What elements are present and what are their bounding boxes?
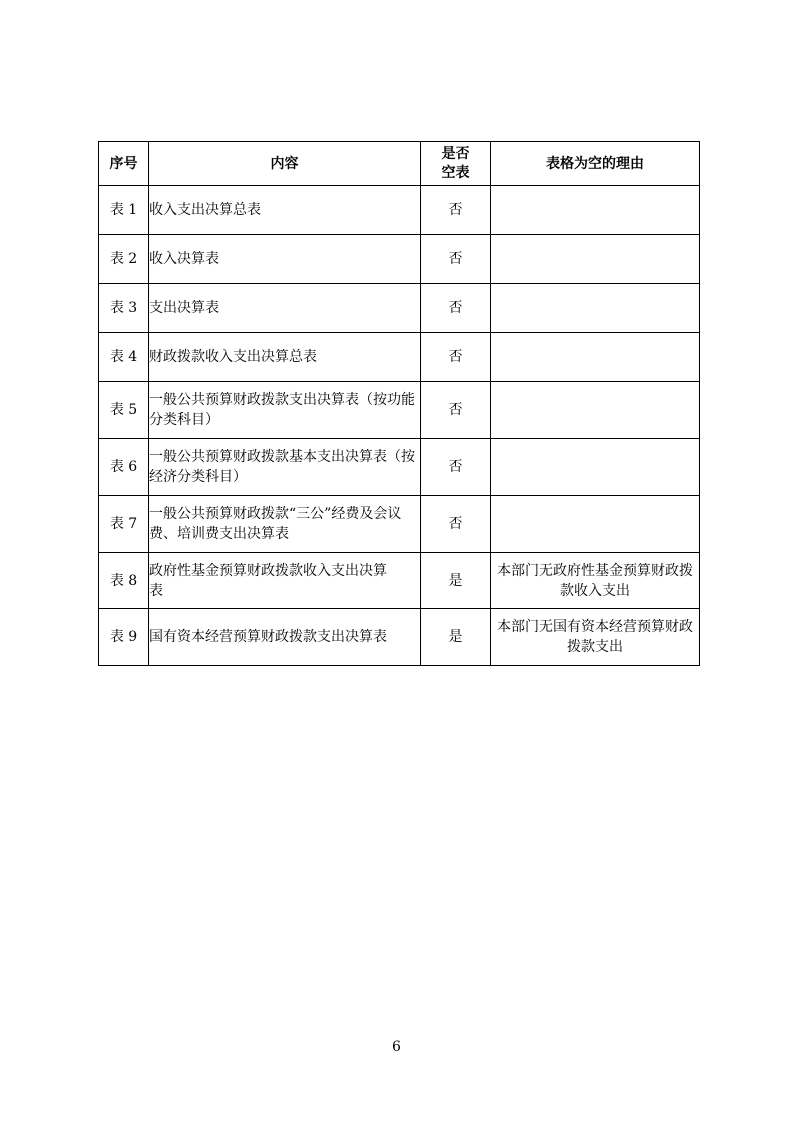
table-row	[99, 609, 700, 666]
table-row	[99, 284, 700, 333]
row-content: 支出决算表	[149, 284, 421, 333]
row-content: 收入决算表	[149, 235, 421, 284]
row-num: 表 5	[99, 382, 149, 439]
row-num: 表 9	[99, 609, 149, 666]
header-content: 内容	[149, 142, 421, 186]
table-row	[99, 496, 700, 553]
header-reason: 表格为空的理由	[491, 142, 700, 186]
table-row	[99, 382, 700, 439]
row-is-empty: 否	[421, 496, 491, 553]
header-is-empty	[421, 142, 491, 186]
table-row	[99, 553, 700, 609]
table-row	[99, 333, 700, 382]
row-num: 表 3	[99, 284, 149, 333]
page-number: 6	[392, 1039, 401, 1055]
row-is-empty: 否	[421, 333, 491, 382]
row-is-empty: 否	[421, 284, 491, 333]
header-num: 序号	[99, 142, 149, 186]
row-reason	[491, 186, 700, 235]
row-num: 表 4	[99, 333, 149, 382]
row-content: 一般公共预算财政拨款基本支出决算表（按经济分类科目）	[149, 439, 421, 496]
row-reason	[491, 333, 700, 382]
row-content: 一般公共预算财政拨款支出决算表（按功能分类科目）	[149, 382, 421, 439]
table-header-row	[99, 142, 700, 186]
row-num: 表 6	[99, 439, 149, 496]
row-content: 财政拨款收入支出决算总表	[149, 333, 421, 382]
row-content: 国有资本经营预算财政拨款支出决算表	[149, 609, 421, 666]
row-content	[149, 553, 421, 609]
row-reason: 本部门无国有资本经营预算财政拨款支出	[491, 609, 700, 666]
row-reason	[491, 235, 700, 284]
row-content: 一般公共预算财政拨款“三公”经费及会议费、培训费支出决算表	[149, 496, 421, 553]
table-row	[99, 186, 700, 235]
row-is-empty: 否	[421, 186, 491, 235]
row-num: 表 7	[99, 496, 149, 553]
row-is-empty: 否	[421, 235, 491, 284]
row-reason	[491, 439, 700, 496]
row-num: 表 8	[99, 553, 149, 609]
report-index-table	[98, 141, 700, 666]
row-is-empty: 是	[421, 609, 491, 666]
row-content: 收入支出决算总表	[149, 186, 421, 235]
header-is-empty-label: 是否空表	[441, 145, 470, 181]
row-num: 表 2	[99, 235, 149, 284]
row-is-empty: 否	[421, 382, 491, 439]
row-reason	[491, 382, 700, 439]
row-num: 表 1	[99, 186, 149, 235]
row-content-text: 政府性基金预算财政拨款收入支出决算表	[149, 562, 387, 599]
row-is-empty: 是	[421, 553, 491, 609]
row-reason: 本部门无政府性基金预算财政拨款收入支出	[491, 553, 700, 609]
row-reason	[491, 284, 700, 333]
row-is-empty: 否	[421, 439, 491, 496]
table-row	[99, 439, 700, 496]
row-reason	[491, 496, 700, 553]
table-row	[99, 235, 700, 284]
